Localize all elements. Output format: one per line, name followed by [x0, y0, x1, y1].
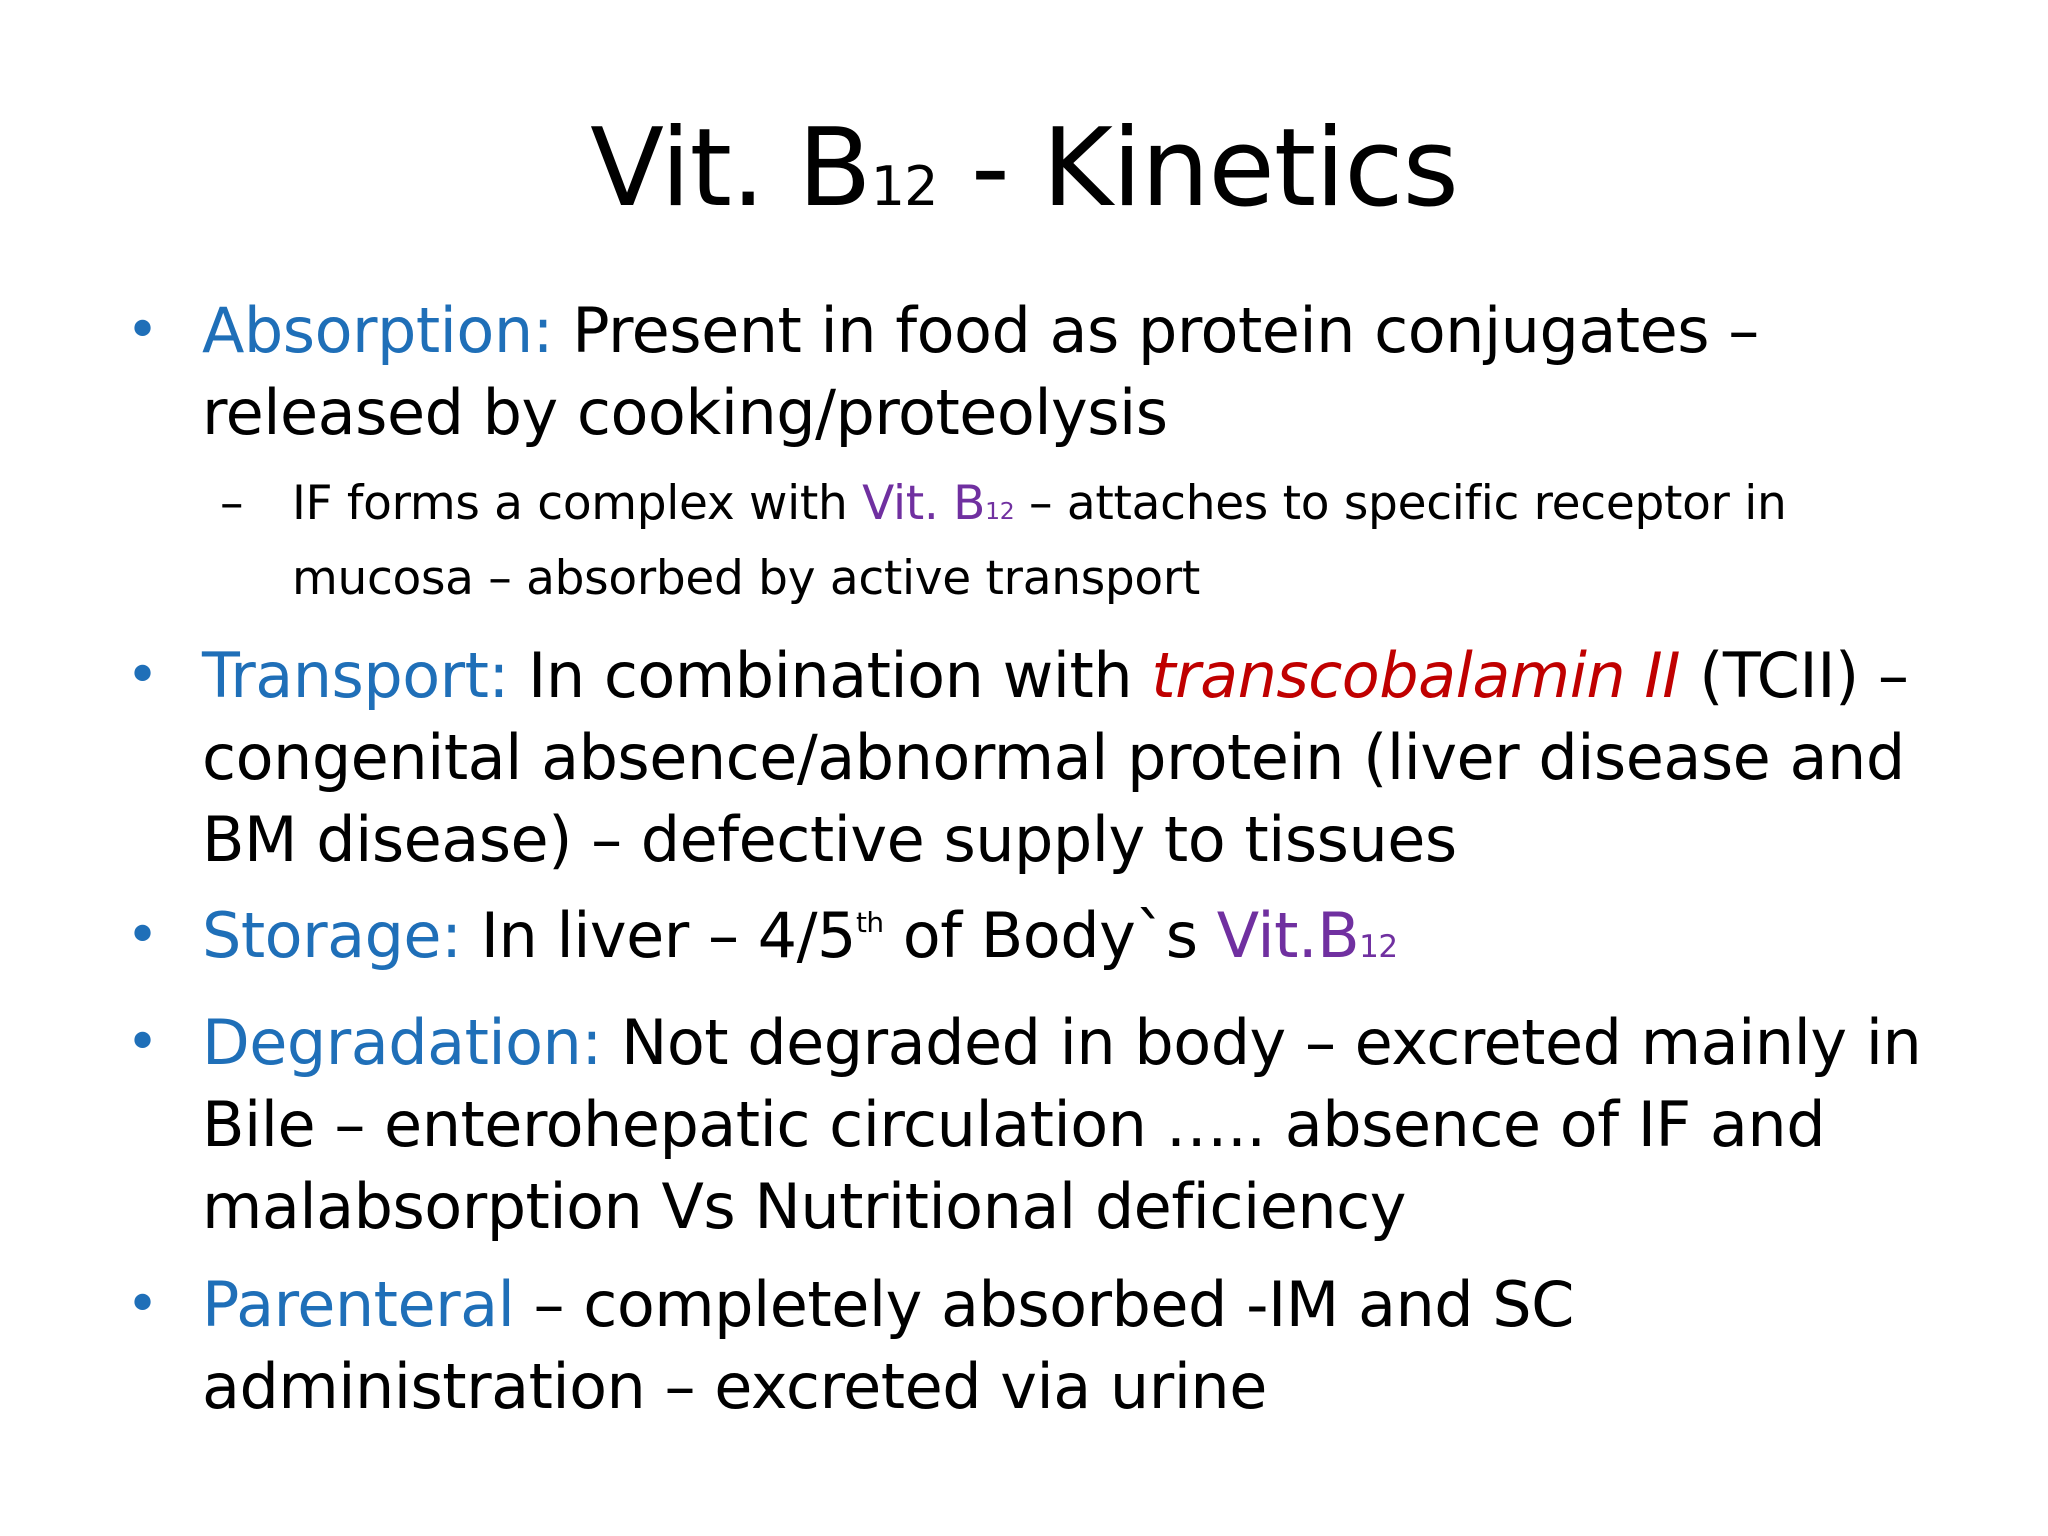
degradation-text: Not degraded in body – excreted mainly in Bile – enterohepatic circulation ….. absence of IF and malabsorption Vs Nutritional deficiency [202, 1006, 1922, 1243]
bullet-degradation [120, 1002, 1980, 1248]
degradation-label: Degradation: [202, 1006, 602, 1079]
bullet-dot: • [126, 903, 159, 968]
title-subscript: 12 [870, 155, 938, 218]
sub-dash: – [220, 476, 244, 531]
absorption-subitem [120, 470, 1980, 613]
storage-sup: th [855, 905, 884, 939]
absorption-sub-after: – attaches to specific receptor in mucosa – absorbed by active transport [292, 476, 1787, 606]
absorption-sub-vit: Vit. B [862, 476, 986, 531]
absorption-text: Present in food as protein conjugates – released by cooking/proteolysis [202, 294, 1759, 449]
absorption-sub-vit-sub: 12 [985, 497, 1015, 525]
bullet-parenteral [120, 1264, 1980, 1428]
bullet-dot: • [126, 1010, 159, 1075]
transport-highlight: transcobalamin II [1151, 639, 1680, 712]
bullet-storage [120, 895, 1980, 988]
slide-title [0, 106, 2048, 231]
bullet-absorption [120, 290, 1980, 454]
parenteral-label: Parenteral [202, 1268, 515, 1341]
bullet-dot: • [126, 298, 159, 363]
parenteral-text: – completely absorbed -IM and SC administration – excreted via urine [202, 1268, 1574, 1423]
absorption-sub-before: IF forms a complex with [292, 476, 863, 531]
storage-vit-sub: 12 [1359, 929, 1398, 965]
transport-text-before: In combination with [508, 639, 1152, 712]
bullet-dot: • [126, 643, 159, 708]
transport-label: Transport: [202, 639, 509, 712]
storage-label: Storage: [202, 899, 462, 972]
absorption-label: Absorption: [202, 294, 553, 367]
storage-vit: Vit.B [1216, 899, 1360, 972]
bullet-transport [120, 635, 1980, 881]
transport-text-after: (TCII) – congenital absence/abnormal protein (liver disease and BM disease) – defective supply to tissues [202, 639, 1909, 876]
storage-text-before: In liver – 4/5 [461, 899, 856, 972]
storage-text-mid: of Body`s [883, 899, 1217, 972]
title-main: Vit. B [590, 106, 871, 231]
bullet-dot: • [126, 1272, 159, 1337]
title-rest: - Kinetics [937, 106, 1458, 231]
slide-body [120, 290, 1980, 1444]
